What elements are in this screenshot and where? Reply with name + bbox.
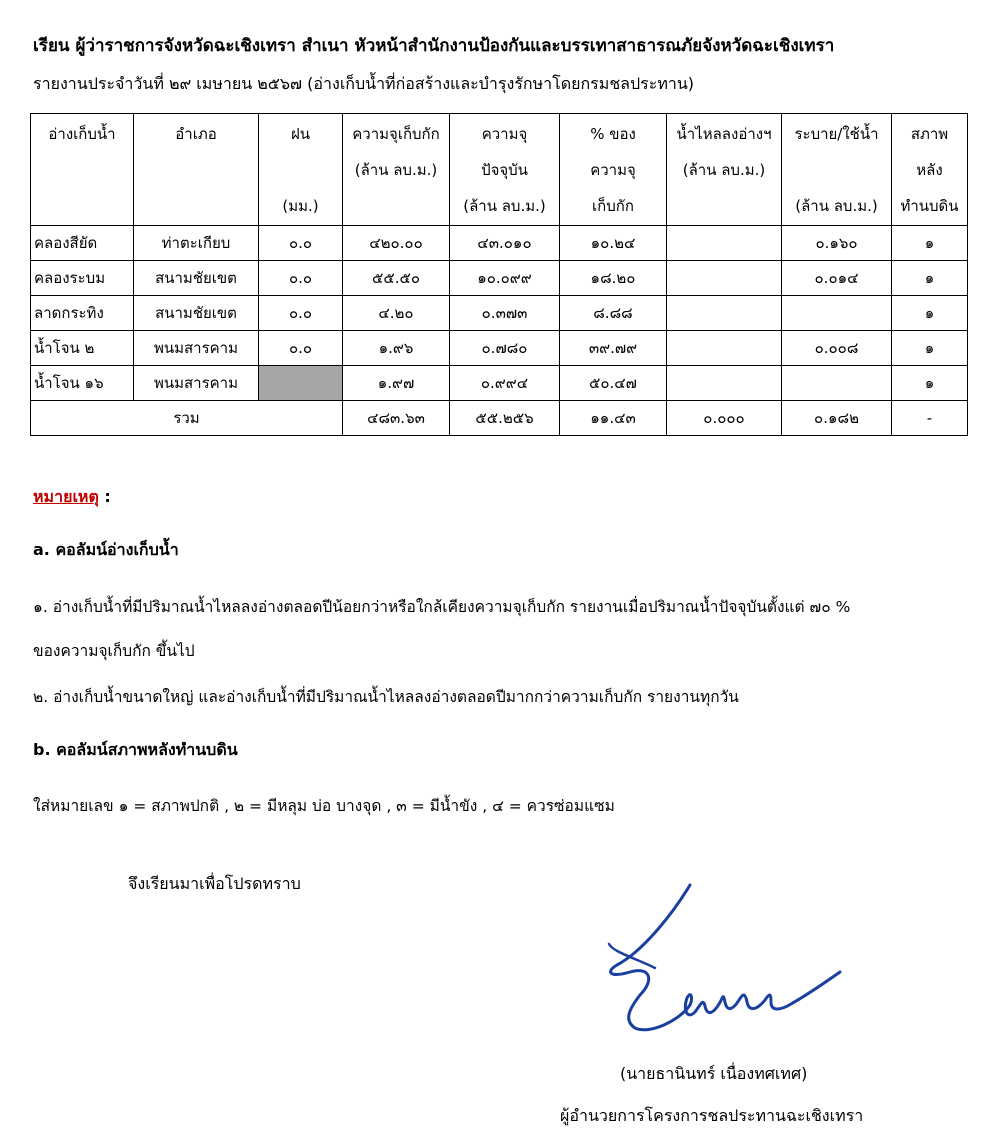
section-b-title: b. คอลัมน์สภาพหลังทำนบดิน [33, 740, 238, 759]
column-header [667, 114, 782, 226]
cell-district: ท่าตะเกียบ [134, 226, 259, 261]
cell-rain: ๐.๐ [259, 261, 343, 296]
cell-inflow [667, 296, 782, 331]
column-header-line: อำเภอ [175, 125, 217, 143]
signer-name: (นายธานินทร์ เนื่องทศเทศ) [620, 1064, 808, 1083]
cell-inflow [667, 226, 782, 261]
table-row [31, 366, 968, 401]
column-header [782, 114, 892, 226]
column-header-line: ระบาย/ใช้น้ำ [794, 125, 879, 143]
cell-status: ๑ [892, 366, 968, 401]
cell-status: ๑ [892, 296, 968, 331]
cell-capacity: ๑.๙๖ [343, 331, 450, 366]
column-header-line [784, 152, 889, 188]
column-header-line: หลัง [916, 161, 943, 179]
table-total-row [31, 401, 968, 436]
total-status: - [892, 401, 968, 436]
column-header-line: อ่างเก็บน้ำ [48, 125, 116, 143]
closing-line: จึงเรียนมาเพื่อโปรดทราบ [128, 874, 301, 893]
column-header-line: ฝน [290, 125, 311, 143]
cell-current: ๐.๗๘๐ [450, 331, 560, 366]
column-header-line: น้ำไหลลงอ่างฯ [676, 125, 772, 143]
cell-release: ๐.๐๑๔ [782, 261, 892, 296]
cell-district: สนามชัยเขต [134, 261, 259, 296]
cell-name: น้ำโจน ๒ [31, 331, 134, 366]
table-row [31, 261, 968, 296]
cell-release: ๐.๑๖๐ [782, 226, 892, 261]
section-a-title: a. คอลัมน์อ่างเก็บน้ำ [33, 540, 179, 559]
cell-inflow [667, 366, 782, 401]
total-label: รวม [31, 401, 343, 436]
total-current: ๕๕.๒๕๖ [450, 401, 560, 436]
cell-rain: ๐.๐ [259, 331, 343, 366]
column-header [259, 114, 343, 226]
column-header-line: ปัจจุบัน [481, 161, 528, 179]
column-header [31, 114, 134, 226]
cell-release [782, 366, 892, 401]
column-header [134, 114, 259, 226]
cell-name: คลองระบม [31, 261, 134, 296]
column-header-line: (ล้าน ลบ.ม.) [463, 197, 546, 215]
section-b-text: ใส่หมายเลข ๑ = สภาพปกติ , ๒ = มีหลุม บ่อ บางจุด , ๓ = มีน้ำขัง , ๔ = ควรซ่อมแซม [33, 797, 615, 815]
cell-name: ลาดกระทิง [31, 296, 134, 331]
table-row [31, 296, 968, 331]
cell-district: พนมสารคาม [134, 331, 259, 366]
total-inflow: ๐.๐๐๐ [667, 401, 782, 436]
signer-position: ผู้อำนวยการโครงการชลประทานฉะเชิงเทรา [560, 1106, 864, 1125]
total-capacity: ๔๘๓.๖๓ [343, 401, 450, 436]
column-header-line: สภาพ [910, 125, 949, 143]
column-header-line: (มม.) [282, 197, 319, 215]
section-a-item2: ๒. อ่างเก็บน้ำขนาดใหญ่ และอ่างเก็บน้ำที่มีปริมาณน้ำไหลลงอ่างตลอดปีมากกว่าความเก็บกัก รายงานทุกวัน [33, 688, 739, 706]
column-header-line: ความจุเก็บกัก [352, 125, 440, 143]
cell-status: ๑ [892, 261, 968, 296]
remarks-colon: : [98, 487, 111, 506]
column-header-line: % ของ [590, 125, 636, 143]
column-header [560, 114, 667, 226]
column-header-line: ความจุ [590, 161, 636, 179]
column-header-line: ทำนบดิน [900, 197, 959, 215]
column-header-line: (ล้าน ลบ.ม.) [795, 197, 878, 215]
report-subtitle: รายงานประจำวันที่ ๒๙ เมษายน ๒๕๖๗ (อ่างเก็บน้ำที่ก่อสร้างและบำรุงรักษาโดยกรมชลประทาน) [33, 74, 695, 93]
cell-current: ๐.๙๙๔ [450, 366, 560, 401]
cell-capacity: ๔๒๐.๐๐ [343, 226, 450, 261]
cell-percent: ๓๙.๗๙ [560, 331, 667, 366]
column-header-line: (ล้าน ลบ.ม.) [682, 161, 766, 179]
handwritten-signature [595, 880, 855, 1040]
cell-district: พนมสารคาม [134, 366, 259, 401]
document-title: เรียน ผู้ว่าราชการจังหวัดฉะเชิงเทรา สำเนา หัวหน้าสำนักงานป้องกันและบรรเทาสาธารณภัยจังหวัดฉะเชิงเทรา [33, 36, 835, 56]
table-header-row [31, 114, 968, 226]
cell-district: สนามชัยเขต [134, 296, 259, 331]
cell-inflow [667, 331, 782, 366]
cell-status: ๑ [892, 226, 968, 261]
cell-percent: ๕๐.๔๗ [560, 366, 667, 401]
cell-release [782, 296, 892, 331]
column-header [892, 114, 968, 226]
remarks-heading [33, 485, 111, 510]
cell-current: ๑๐.๐๙๙ [450, 261, 560, 296]
cell-name: คลองสียัด [31, 226, 134, 261]
section-a-item1-line1: ๑. อ่างเก็บน้ำที่มีปริมาณน้ำไหลลงอ่างตลอดปีน้อยกว่าหรือใกล้เคียงความจุเก็บกัก รายงานเมื่อปริมาณน้ำปัจจุบันตั้งแต่ ๗๐ % [33, 598, 851, 616]
table-row [31, 331, 968, 366]
cell-capacity: ๑.๙๗ [343, 366, 450, 401]
total-release: ๐.๑๘๒ [782, 401, 892, 436]
cell-percent: ๘.๘๘ [560, 296, 667, 331]
column-header [343, 114, 450, 226]
cell-capacity: ๔.๒๐ [343, 296, 450, 331]
table-row [31, 226, 968, 261]
cell-rain: ๐.๐ [259, 226, 343, 261]
cell-inflow [667, 261, 782, 296]
cell-current: ๐.๓๗๓ [450, 296, 560, 331]
cell-rain: ๐.๐ [259, 296, 343, 331]
remarks-label: หมายเหตุ [33, 487, 99, 506]
column-header-line [261, 152, 340, 188]
cell-release: ๐.๐๐๘ [782, 331, 892, 366]
column-header-line: เก็บกัก [592, 197, 634, 215]
cell-status: ๑ [892, 331, 968, 366]
cell-percent: ๑๐.๒๔ [560, 226, 667, 261]
column-header-line: ความจุ [481, 125, 528, 143]
reservoir-table [30, 113, 968, 436]
cell-name: น้ำโจน ๑๖ [31, 366, 134, 401]
total-percent: ๑๑.๔๓ [560, 401, 667, 436]
column-header [450, 114, 560, 226]
cell-rain [259, 366, 343, 401]
section-a-item1-line2: ของความจุเก็บกัก ขึ้นไป [33, 642, 195, 660]
cell-percent: ๑๘.๒๐ [560, 261, 667, 296]
cell-current: ๔๓.๐๑๐ [450, 226, 560, 261]
column-header-line: (ล้าน ลบ.ม.) [354, 161, 438, 179]
cell-capacity: ๕๕.๕๐ [343, 261, 450, 296]
